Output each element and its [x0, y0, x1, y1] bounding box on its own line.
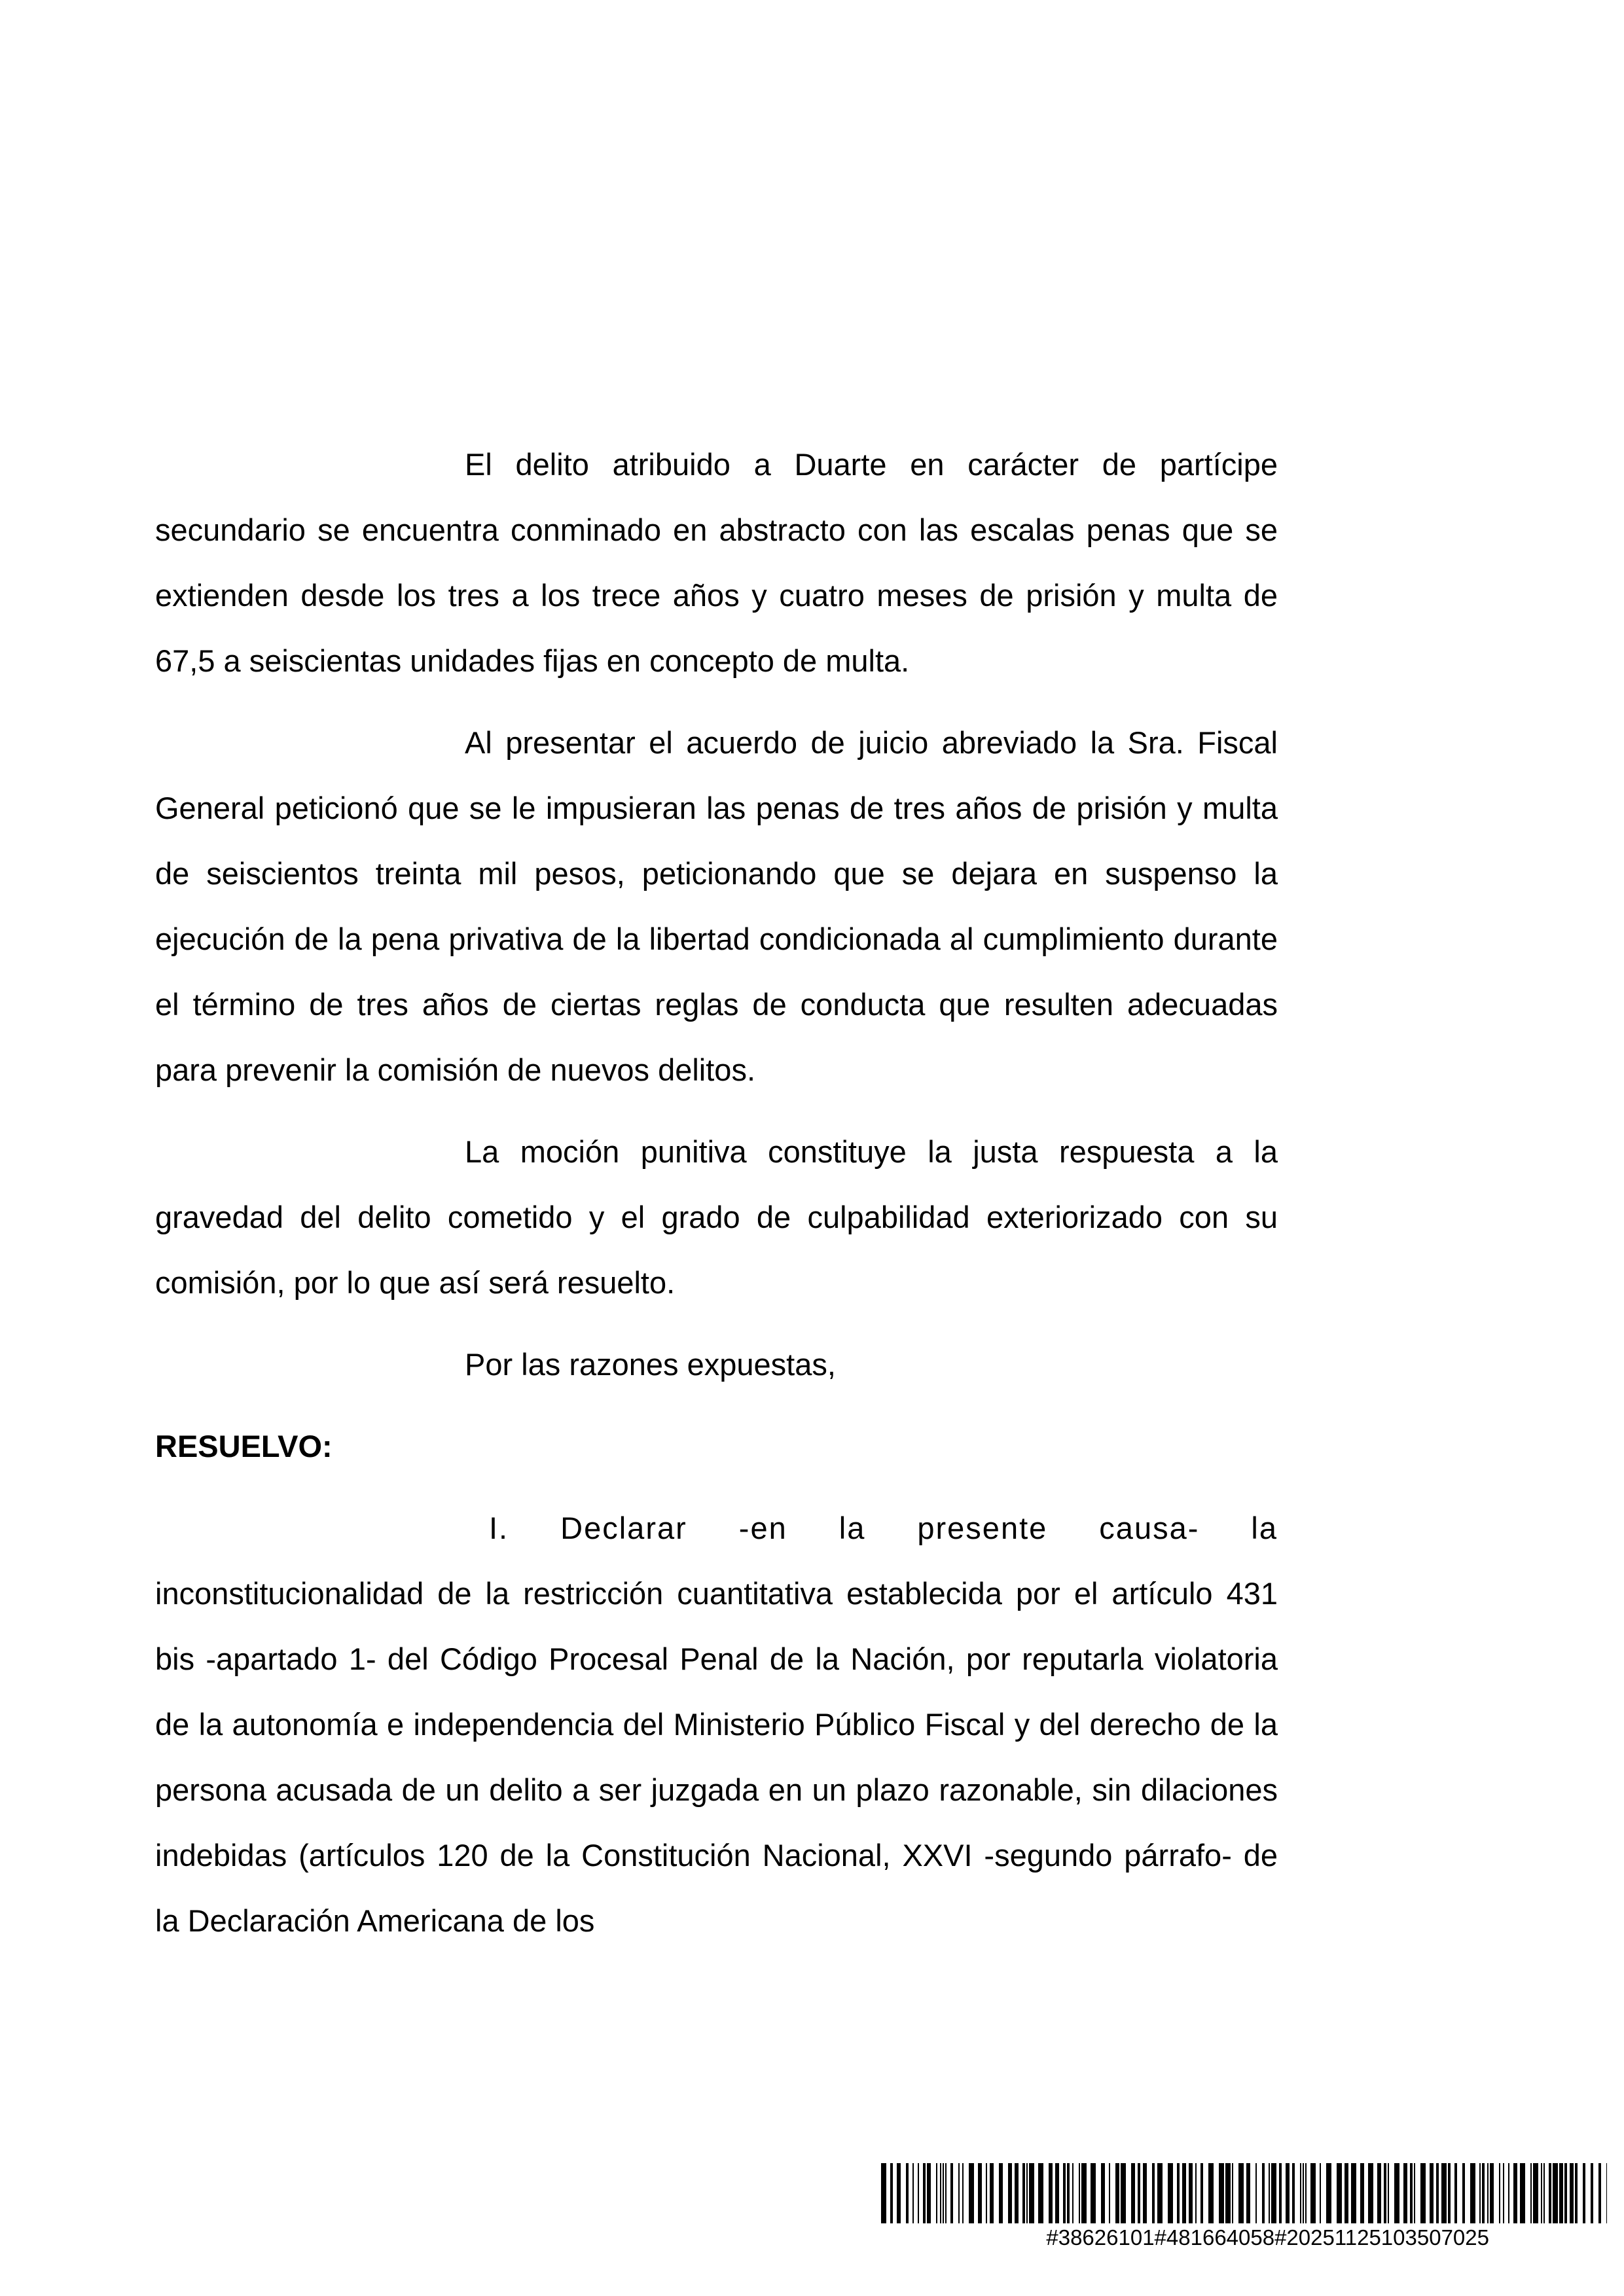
- barcode-bar: [897, 2163, 901, 2223]
- barcode-bar: [1583, 2163, 1585, 2223]
- barcode-bar: [890, 2163, 893, 2223]
- barcode-bar: [1208, 2163, 1214, 2223]
- barcode-bar: [1549, 2163, 1551, 2223]
- barcode-bar: [1115, 2163, 1119, 2223]
- barcode-bar: [1490, 2163, 1494, 2223]
- barcode-code: #38626101#481664058#20251125103507025: [1046, 2225, 1489, 2250]
- barcode-bar: [1246, 2163, 1250, 2223]
- barcode-bar: [1238, 2163, 1244, 2223]
- barcode-bar: [999, 2163, 1003, 2223]
- barcode-bar: [943, 2163, 944, 2223]
- barcode-bar: [918, 2163, 919, 2223]
- barcode-bar: [1420, 2163, 1426, 2223]
- barcode-bar: [1520, 2163, 1525, 2223]
- barcode-bar: [1553, 2163, 1558, 2223]
- barcode-bar: [1177, 2163, 1180, 2223]
- barcode-bar: [978, 2163, 982, 2223]
- barcode-bar: [1430, 2163, 1434, 2223]
- barcode-bar: [1360, 2163, 1364, 2223]
- barcode-bar: [1414, 2163, 1415, 2223]
- paragraph-prosecutor-request: Al presentar el acuerdo de juicio abreviado la Sra. Fiscal General peticionó que se le impusieran las penas de tres años de prisión y multa de seiscientos treinta mil pesos, peticionando que se dejara en suspenso la ejecución de la pena privativa de la libertad condicionada al cumplimiento durante el término de tres años de ciertas reglas de conducta que resulten adecuadas para prevenir la comisión de nuevos delitos.: [155, 725, 1278, 1087]
- barcode-bar: [1200, 2163, 1203, 2223]
- barcode-bar: [1543, 2163, 1545, 2223]
- barcode-bar: [1131, 2163, 1135, 2223]
- barcode-bar: [1303, 2163, 1304, 2223]
- barcode-bar: [1499, 2163, 1500, 2223]
- barcode-bar: [1377, 2163, 1381, 2223]
- barcode-bar: [1049, 2163, 1053, 2223]
- barcode-bar: [1271, 2163, 1276, 2223]
- barcode-bar: [1305, 2163, 1307, 2223]
- barcode-bar: [1598, 2163, 1601, 2223]
- barcode-bar: [1570, 2163, 1574, 2223]
- barcode-bar: [1022, 2163, 1025, 2223]
- resolve-item-1-lead: I. Declarar -en la presente causa- la: [489, 1511, 1278, 1545]
- barcode-bar: [1152, 2163, 1155, 2223]
- barcode-bar: [958, 2163, 960, 2223]
- barcode-bar: [1606, 2163, 1607, 2223]
- barcode-bar: [945, 2163, 947, 2223]
- resolve-item-1-body: inconstitucionalidad de la restricción cuantitativa establecida por el artículo 431 bis -apartado 1- del Código Procesal Penal de la Nación, por reputarla violatoria de la autonomía e independencia del Ministerio Público Fiscal y del derecho de la persona acusada de un delito a ser juzgada en un plazo razonable, sin dilaciones indebidas (artículos 120 de la Constitución Nacional, XXVI -segundo párrafo- de la Declaración Americana de los: [155, 1576, 1278, 1938]
- barcode-block: [881, 2163, 1607, 2251]
- barcode-bar: [1138, 2163, 1140, 2223]
- barcode-bar: [1337, 2163, 1342, 2223]
- barcode-bar: [1541, 2163, 1542, 2223]
- barcode-bar: [1008, 2163, 1012, 2223]
- barcode-bar: [1029, 2163, 1034, 2223]
- barcode-bar: [1079, 2163, 1080, 2223]
- barcode-bar: [1462, 2163, 1465, 2223]
- barcode-bar: [1344, 2163, 1348, 2223]
- barcode-bar: [1269, 2163, 1270, 2223]
- barcode-bar: [1448, 2163, 1451, 2223]
- barcode-bar: [923, 2163, 926, 2223]
- barcode-bar: [1225, 2163, 1231, 2223]
- barcode-bar: [1503, 2163, 1504, 2223]
- barcode-bar: [1388, 2163, 1389, 2223]
- barcode-bar: [1255, 2163, 1257, 2223]
- barcode-bar: [1279, 2163, 1282, 2223]
- barcode-bar: [1055, 2163, 1059, 2223]
- paragraph-penalty-scale: El delito atribuido a Duarte en carácter de partícipe secundario se encuentra conminado en abstracto con las escalas penas que se extienden desde los tres a los trece años y cuatro meses de prisión y multa de 67,5 a seiscientas unidades fijas en concepto de multa.: [155, 447, 1278, 678]
- barcode-bar: [1063, 2163, 1066, 2223]
- barcode-bar: [927, 2163, 931, 2223]
- barcode-bar: [950, 2163, 953, 2223]
- barcode-bar: [936, 2163, 937, 2223]
- barcode-bar: [1262, 2163, 1265, 2223]
- barcode-bar: [912, 2163, 914, 2223]
- barcode-bar: [1513, 2163, 1517, 2223]
- barcode-bar: [940, 2163, 941, 2223]
- barcode-bar: [1081, 2163, 1087, 2223]
- barcode-bar: [1351, 2163, 1356, 2223]
- barcode-bar: [1286, 2163, 1290, 2223]
- barcode-bar: [1575, 2163, 1578, 2223]
- barcode-bar: [1482, 2163, 1485, 2223]
- barcode-bar: [1067, 2163, 1070, 2223]
- barcode-bar: [1121, 2163, 1126, 2223]
- barcode-bar: [962, 2163, 964, 2223]
- barcode-bar: [1091, 2163, 1096, 2223]
- barcode-bar: [1394, 2163, 1399, 2223]
- barcode-bar: [1508, 2163, 1509, 2223]
- barcode-bar: [1189, 2163, 1193, 2223]
- barcode-bar: [1559, 2163, 1563, 2223]
- barcode-bar: [1168, 2163, 1173, 2223]
- barcode-bar: [1143, 2163, 1147, 2223]
- document-body: [155, 432, 1278, 1954]
- barcode-bar: [1232, 2163, 1233, 2223]
- paragraph-reasons: Por las razones expuestas,: [465, 1347, 836, 1382]
- barcode-bar: [1368, 2163, 1373, 2223]
- barcode-image: [881, 2163, 1607, 2223]
- barcode-bar: [986, 2163, 987, 2223]
- barcode-bar: [990, 2163, 994, 2223]
- barcode-bar: [1072, 2163, 1074, 2223]
- barcode-bar: [1157, 2163, 1163, 2223]
- barcode-bar: [1109, 2163, 1110, 2223]
- barcode-bar: [1038, 2163, 1043, 2223]
- barcode-bar: [1326, 2163, 1331, 2223]
- barcode-bar: [1403, 2163, 1407, 2223]
- barcode-bar: [1300, 2163, 1301, 2223]
- barcode-bar: [1320, 2163, 1321, 2223]
- barcode-bar: [1310, 2163, 1316, 2223]
- barcode-bar: [1441, 2163, 1447, 2223]
- barcode-bar: [1487, 2163, 1489, 2223]
- barcode-bar: [1479, 2163, 1481, 2223]
- barcode-bar: [1530, 2163, 1532, 2223]
- barcode-bar: [1015, 2163, 1019, 2223]
- resolve-heading: RESUELVO:: [155, 1429, 333, 1463]
- barcode-bar: [1384, 2163, 1386, 2223]
- barcode-bar: [969, 2163, 974, 2223]
- barcode-bar: [906, 2163, 909, 2223]
- paragraph-punitive-motion: La moción punitiva constituye la justa respuesta a la gravedad del delito cometido y el grado de culpabilidad exteriorizado con su comisión, por lo que así será resuelto.: [155, 1134, 1278, 1300]
- barcode-bar: [1182, 2163, 1186, 2223]
- barcode-bar: [881, 2163, 886, 2223]
- barcode-bar: [1591, 2163, 1593, 2223]
- barcode-bar: [1292, 2163, 1295, 2223]
- barcode-bar: [1410, 2163, 1413, 2223]
- resolve-item-1: [155, 1496, 1278, 1954]
- barcode-bar: [1470, 2163, 1475, 2223]
- barcode-bar: [1195, 2163, 1197, 2223]
- barcode-bar: [1101, 2163, 1105, 2223]
- barcode-bar: [1533, 2163, 1538, 2223]
- barcode-bar: [1026, 2163, 1028, 2223]
- barcode-bar: [1454, 2163, 1457, 2223]
- barcode-bar: [1436, 2163, 1439, 2223]
- barcode-bar: [1564, 2163, 1567, 2223]
- barcode-bar: [1219, 2163, 1224, 2223]
